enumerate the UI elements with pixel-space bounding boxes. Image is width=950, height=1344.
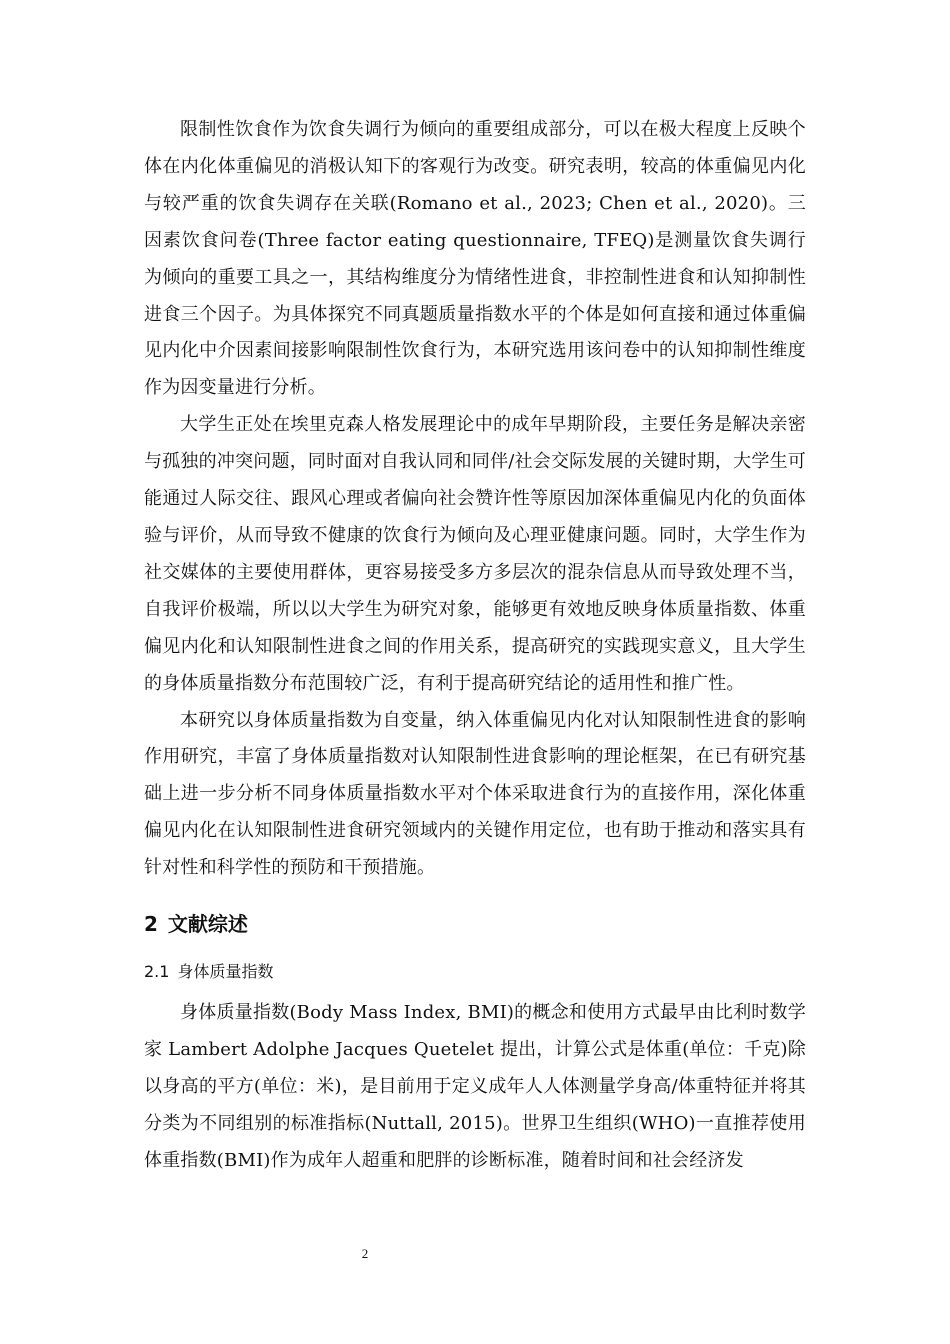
page-number: 2 xyxy=(361,1246,369,1261)
body-paragraph: 本研究以身体质量指数为自变量，纳入体重偏见内化对认知限制性进食的影响作用研究，丰富了身体质量指数对认知限制性进食影响的理论框架，在已有研究基础上进一步分析不同身体质量指数水平对个体采取进食行为的直接作用，深化体重偏见内化在认知限制性进食研究领域内的关键作用定位，也有助于推动和落实具有针对性和科学性的预防和干预措施。 xyxy=(144,709,806,879)
body-paragraph: 身体质量指数(Body Mass Index, BMI)的概念和使用方式最早由比利时数学家 Lambert Adolphe Jacques Quetelet 提出，计算公式是体重(单位：千克)除以身高的平方(单位：米)，是目前用于定义成年人人体测量学身高/体重特征并将其分类为不同组别的标准指标(Nuttall, 2015)。世界卫生组织(WHO)一直推荐使用体重指数(BMI)作为成年人超重和肥胖的诊断标准，随着时间和社会经济发 xyxy=(144,1002,806,1171)
section-title: 文献综述 xyxy=(167,912,248,937)
subsection-heading xyxy=(144,949,806,995)
section-number: 2 xyxy=(144,912,158,937)
subsection-number: 2.1 xyxy=(144,962,170,982)
subsection-title: 身体质量指数 xyxy=(177,962,274,982)
section-heading xyxy=(144,899,806,949)
page-body xyxy=(144,112,806,1180)
body-paragraph: 限制性饮食作为饮食失调行为倾向的重要组成部分，可以在极大程度上反映个体在内化体重偏见的消极认知下的客观行为改变。研究表明，较高的体重偏见内化与较严重的饮食失调存在关联(Romano et al., 2023; Chen et al., 2020)。三因素饮食问卷(Three factor eating questionnaire, TFEQ)是测量饮食失调行为倾向的重要工具之一，其结构维度分为情绪性进食，非控制性进食和认知抑制性进食三个因子。为具体探究不同真题质量指数水平的个体是如何直接和通过体重偏见内化中介因素间接影响限制性饮食行为，本研究选用该问卷中的认知抑制性维度作为因变量进行分析。 xyxy=(144,119,806,399)
body-paragraph: 大学生正处在埃里克森人格发展理论中的成年早期阶段，主要任务是解决亲密与孤独的冲突问题，同时面对自我认同和同伴/社会交际发展的关键时期，大学生可能通过人际交往、跟风心理或者偏向社会赞许性等原因加深体重偏见内化的负面体验与评价，从而导致不健康的饮食行为倾向及心理亚健康问题。同时，大学生作为社交媒体的主要使用群体，更容易接受多方多层次的混杂信息从而导致处理不当，自我评价极端，所以以大学生为研究对象，能够更有效地反映身体质量指数、体重偏见内化和认知限制性进食之间的作用关系，提高研究的实践现实意义，且大学生的身体质量指数分布范围较广泛，有利于提高研究结论的适用性和推广性。 xyxy=(144,414,806,694)
